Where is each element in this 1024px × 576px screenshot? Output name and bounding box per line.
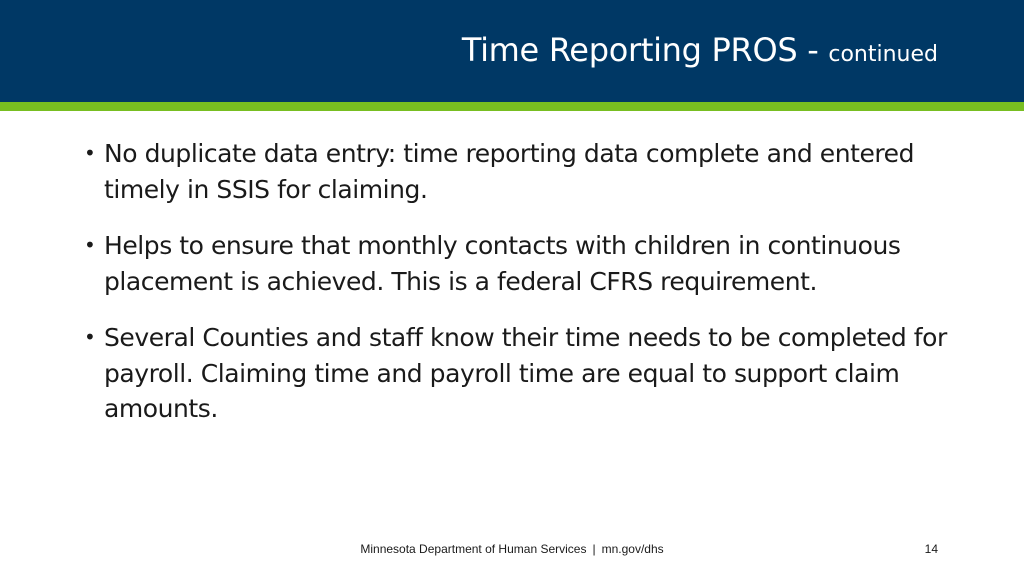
bullet-text: Several Counties and staff know their time needs to be completed for payroll. Claiming time and payroll time are equal to support claim amounts. xyxy=(104,323,947,423)
slide-footer xyxy=(0,542,1024,556)
bullet-dot-icon: • xyxy=(84,233,96,257)
bullet-dot-icon: • xyxy=(84,325,96,349)
slide-title-main: Time Reporting PROS - xyxy=(461,31,829,69)
header-accent-stripe xyxy=(0,102,1024,111)
slide-title-continued: continued xyxy=(828,42,938,67)
page-number: 14 xyxy=(924,542,938,556)
bullet-item xyxy=(84,320,954,427)
bullet-item xyxy=(84,228,954,299)
bullet-list xyxy=(84,136,954,448)
footer-url: mn.gov/dhs xyxy=(601,542,664,556)
footer-organization: Minnesota Department of Human Services xyxy=(360,542,587,556)
footer-separator: | xyxy=(592,542,596,556)
bullet-text: No duplicate data entry: time reporting data complete and entered timely in SSIS for claiming. xyxy=(104,139,915,204)
bullet-dot-icon: • xyxy=(84,141,96,165)
slide-title xyxy=(462,30,938,75)
bullet-item xyxy=(84,136,954,207)
bullet-text: Helps to ensure that monthly contacts with children in continuous placement is achieved. This is a federal CFRS requirement. xyxy=(104,231,901,296)
